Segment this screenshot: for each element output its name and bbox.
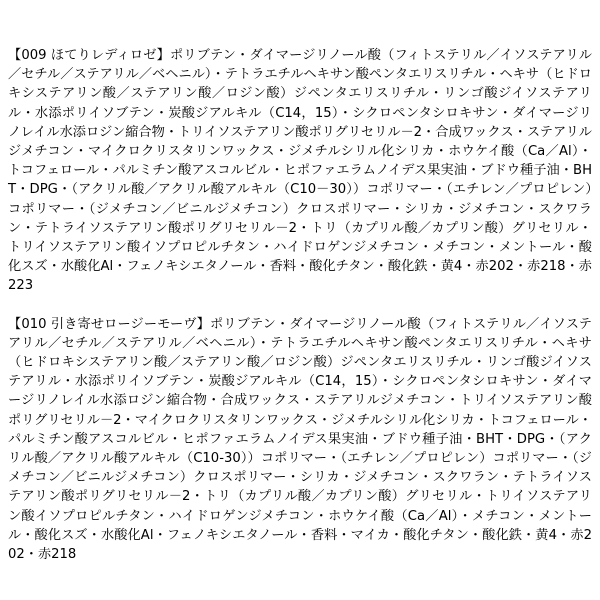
entry-title: 【010 引き寄せロージーモーヴ】	[8, 316, 210, 332]
ingredient-entry	[8, 46, 592, 296]
entry-title: 【009 ほてりレディロゼ】	[8, 48, 170, 63]
entry-body: ポリブテン・ダイマージリノール酸（フィトステリル／イソステアリル／セチル／ステアリル／ベヘニル）・テトラエチルヘキサン酸ペンタエリスリチル・ヘキサ（ヒドロキシステアリン酸／ステアリン酸／ロジン酸）ジペンタエリスリチル・リンゴ酸ジイソステアリル・水添ポリイソブテン・炭酸ジアルキル（C14，15）・シクロペンタシロキサン・ダイマージリノレイル水添ロジン縮合物・合成ワックス・ステアリルジメチコン・トリイソステアリン酸ポリグリセリル－2・マイクロクリスタリンワックス・ジメチルシリル化シリカ・トコフェロール・パルミチン酸アスコルビル・ヒポファエラムノイデス果実油・ブドウ種子油・BHT・DPG・（アクリル酸／アクリル酸アルキル（C10-30））コポリマー・（エチレン／プロピレン）コポリマー・（ジメチコン／ビニルジメチコン）クロスポリマー・シリカ・ジメチコン・スクワラン・テトライソステアリン酸ポリグリセリル－2・トリ（カプリル酸／カプリン酸）グリセリル・トリイソステアリン酸イソプロピルチタン・ハイドロゲンジメチコン・ホウケイ酸（Ca／Al）・メチコン・メントール・酸化スズ・水酸化Al・フェノキシエタノール・香料・マイカ・酸化チタン・酸化鉄・黄4・赤202・赤218	[8, 316, 592, 563]
entry-body: ポリブテン・ダイマージリノール酸（フィトステリル／イソステアリル／セチル／ステアリル／ベヘニル）・テトラエチルヘキサン酸ペンタエリスリチル・ヘキサ（ヒドロキシステアリン酸／ステアリン酸／ロジン酸）ジペンタエリスリチル・リンゴ酸ジイソステアリル・水添ポリイソブテン・炭酸ジアルキル（C14，15）・シクロペンタシロキサン・ダイマージリノレイル水添ロジン縮合物・トリイソステアリン酸ポリグリセリル－2・合成ワックス・ステアリルジメチコン・マイクロクリスタリンワックス・ジメチルシリル化シリカ・ホウケイ酸（Ca／Al）・トコフェロール・パルミチン酸アスコルビル・ヒポファエラムノイデス果実油・ブドウ種子油・BHT・DPG・（アクリル酸／アクリル酸アルキル（C10－30））コポリマー・（エチレン／プロピレン）コポリマー・（ジメチコン／ビニルジメチコン）クロスポリマー・シリカ・ジメチコン・スクワラン・テトライソステアリン酸ポリグリセリル－2・トリ（カプリル酸／カプリン酸）グリセリル・トリイソステアリン酸イソプロピルチタン・ハイドロゲンジメチコン・メチコン・メントール・酸化スズ・水酸化Al・フェノキシエタノール・香料・酸化チタン・酸化鉄・黄4・赤202・赤218・赤223	[8, 48, 592, 294]
ingredient-entry	[8, 315, 592, 565]
